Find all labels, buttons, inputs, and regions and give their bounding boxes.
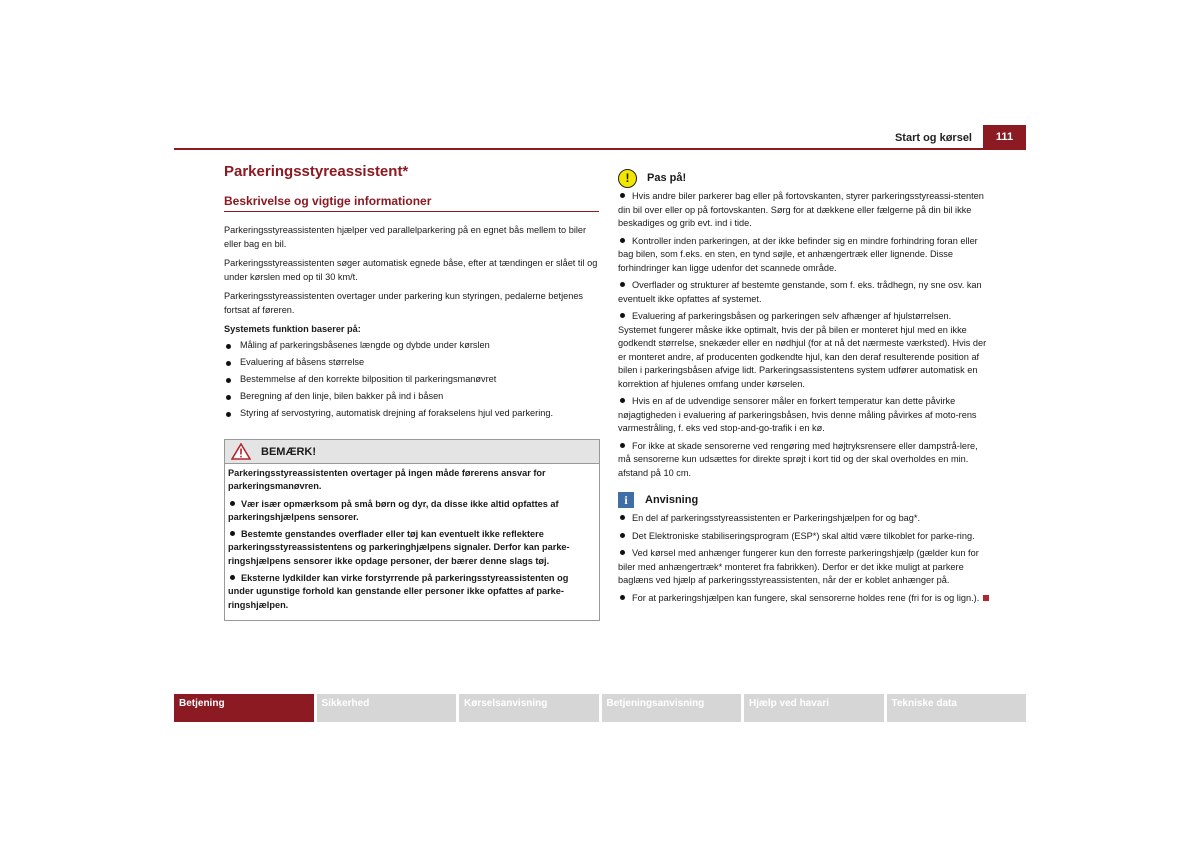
chapter-tabs [174,694,1026,722]
info-title: Anvisning [645,494,699,506]
end-of-section-icon [983,595,989,601]
bullet-icon [620,238,625,243]
warning-bullet: Bestemte genstandes overflader eller tøj kan eventuelt ikke reflektere parkeringsstyreassistentens og parkeringhjælpens signaler. Derfor kan parke-ringshjælpens sensorer ikke opdage personer, der bærer denne slags tøj. [228,529,570,566]
function-label: Systemets funktion baserer på: [224,324,361,334]
warning-bullet: Vær især opmærksom på små børn og dyr, da disse ikke altid opfattes af parkeringshjælpens sensorer. [228,498,559,522]
section-title: Parkeringsstyreassistent* [224,163,409,180]
info-icon: i [618,492,634,508]
bullet-icon [230,575,235,580]
bullet-icon [620,595,625,600]
page-header-title: Start og kørsel [894,132,972,144]
page-number: 111 [983,125,1026,149]
list-item: Evaluering af båsens størrelse [224,356,599,370]
info-bullet: Det Elektroniske stabiliseringsprogram (ESP*) skal altid være tilkoblet for parke-ring. [618,530,992,544]
function-list [224,339,599,421]
warning-triangle-icon [231,443,251,460]
bullet-icon [620,533,625,538]
caution-bullet: Overflader og strukturer af bestemte genstande, som f. eks. trådhegn, ny sne osv. kan eventuelt ikke opfattes af systemet. [618,280,982,304]
bullet-icon [230,501,235,506]
tab-korselsanvisning[interactable]: Kørselsanvisning [459,694,599,722]
tab-hjaelp-ved-havari[interactable]: Hjælp ved havari [744,694,884,722]
warning-intro: Parkeringsstyreassistenten overtager på ingen måde førerens ansvar for parkeringsmanøvren. [228,468,546,492]
list-item: Bestemmelse af den korrekte bilposition til parkeringsmanøvret [224,373,599,387]
exclamation-icon: ! [618,169,637,188]
tab-betjening[interactable]: Betjening [174,694,314,722]
warning-title: BEMÆRK! [261,445,316,458]
bullet-icon [620,193,625,198]
caution-bullet: Evaluering af parkeringsbåsen og parkeringen selv afhænger af hjulstørrelsen. Systemet fungerer måske ikke optimalt, hvis der på bilen er monteret hjul med en ikke godkendt størrelse, snekæder eller en nødhjul (for at nå det nærmeste værksted). Hvis der er monteret andre, af producenten godkendte hjul, kan den deraf resulterende position af bilen i parkeringsbåsen afvige lidt. Parkeringsassistentens system udfører automatisk en korrektion af hjulenes omfang under kørselen. [618,311,987,389]
tab-sikkerhed[interactable]: Sikkerhed [317,694,457,722]
list-item: Måling af parkeringsbåsenes længde og dybde under kørslen [224,339,599,353]
sub-title: Beskrivelse og vigtige informationer [224,194,599,212]
bullet-icon [620,398,625,403]
bullet-icon [620,282,625,287]
caution-title: Pas på! [647,172,687,184]
bullet-icon [230,531,235,536]
paragraph: Parkeringsstyreassistenten overtager under parkering kun styringen, pedalerne betjenes fortsat af føreren. [224,291,584,315]
list-item: Beregning af den linje, bilen bakker på ind i båsen [224,390,599,404]
paragraph: Parkeringsstyreassistenten søger automatisk egnede båse, efter at tændingen er slået til og under kørslen med op til 30 km/t. [224,258,598,282]
list-item: Styring af servostyring, automatisk drejning af forakselens hjul ved parkering. [224,407,599,421]
caution-bullet: Hvis en af de udvendige sensorer måler en forkert temperatur kan dette påvirke nøjagtigheden i evaluering af parkeringsbåsen, hvis denne måling påvirkes af moto-rens varmestråling, f. eks ved stop-and-go-trafik i en kø. [618,396,977,433]
bullet-icon [620,515,625,520]
header-rule [174,148,1026,150]
bullet-icon [620,550,625,555]
caution-header [618,168,992,188]
info-bullet: Ved kørsel med anhænger fungerer kun den forreste parkeringshjælp (gælder kun for biler med anhængertræk* monteret fra fabrikken). Derfor er det ikke muligt at parkere baglæns ved hjælp af parkeringsstyreassistenten, når der er koblet anhænger på. [618,548,979,585]
right-column [618,168,992,609]
caution-bullet: Kontroller inden parkeringen, at der ikke befinder sig en mindre forhindring foran eller bag bilen, som f.eks. en sten, en tynd søjle, et anhængertræk eller lignende. Disse forhindringer kan ligge udenfor det scannede område. [618,235,978,273]
warning-box [224,439,600,621]
left-column [224,163,599,424]
caution-bullet: For ikke at skade sensorerne ved rengøring med højtryksrensere eller dampstrå-lere, må sensorerne kun udsættes for direkte sprøjt i kort tid og der skal overholdes en min. afstand på 10 cm. [618,440,978,478]
warning-bullet: Eksterne lydkilder kan virke forstyrrende på parkeringsstyreassistenten og under ugunstige forhold kan genstande eller personer ikke opfattes af parke-ringshjælpen. [228,573,569,610]
tab-betjeningsanvisning[interactable]: Betjeningsanvisning [602,694,742,722]
info-bullet: En del af parkeringsstyreassistenten er Parkeringshjælpen for og bag*. [618,512,992,526]
bullet-icon [620,313,625,318]
caution-bullet: Hvis andre biler parkerer bag eller på fortovskanten, styrer parkeringsstyreassi-stenten din bil over eller op på fortovskanten. Sørg for at dækkene eller fælgerne på din bil ikke beskadiges og grib evt. ind i tide. [618,191,984,228]
paragraph: Parkeringsstyreassistenten hjælper ved parallelparkering på en egnet bås mellem to biler eller bag en bil. [224,225,587,249]
warning-header [225,440,599,464]
tab-tekniske-data[interactable]: Tekniske data [887,694,1027,722]
bullet-icon [620,443,625,448]
warning-body [225,464,599,620]
info-bullet: For at parkeringshjælpen kan fungere, skal sensorerne holdes rene (fri for is og lign.). [618,592,992,606]
info-header [618,490,992,510]
